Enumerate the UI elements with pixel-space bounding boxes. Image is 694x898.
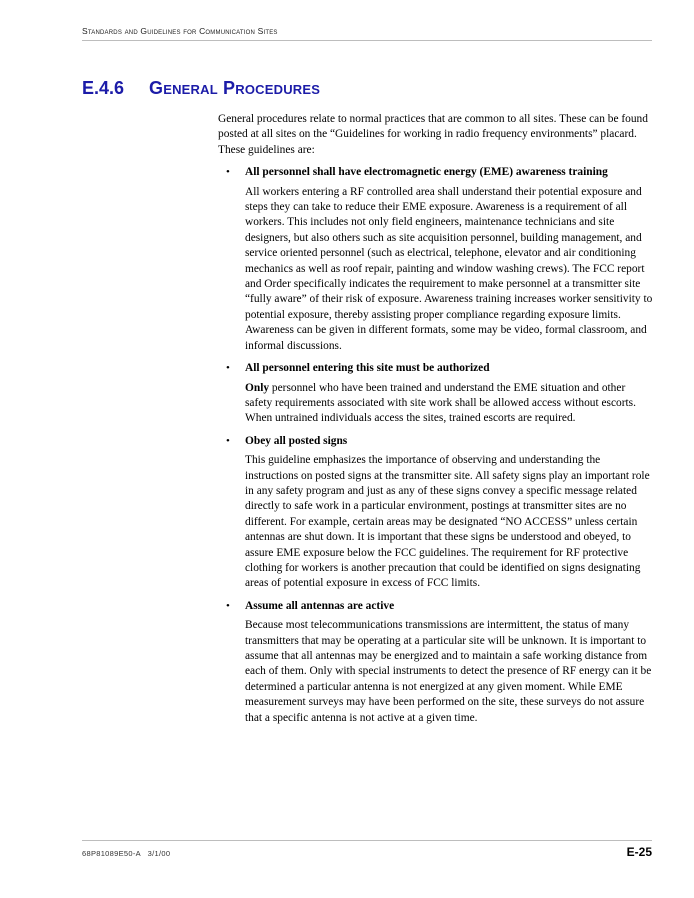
running-header — [82, 26, 278, 36]
item-lead: Only — [245, 381, 270, 394]
item-text-container — [245, 381, 654, 427]
body-text — [218, 112, 654, 733]
footer-rule — [82, 840, 652, 841]
list-item — [218, 165, 654, 354]
intro-paragraph: General procedures relate to normal practices that are common to all sites. These can be found posted at all sites on the “Guidelines for working in radio frequency environments” placard. These guidelines are: — [218, 113, 648, 156]
header-rule — [82, 40, 652, 41]
bullet-icon: • — [226, 166, 230, 179]
item-text: This guideline emphasizes the importance of observing and understanding the instructions on posted signs at the transmitter site. All safety signs play an important role in any safety program and just as any of these signs convey a specific message related directly to safe work in a particular environment, postings at transmitter sites are no different. For example, certain areas may be designated “NO ACCESS” unless certain antennas are shut down. It is important that these signs be understood and obeyed, to assure EME exposure below the FCC guidelines. The requirement for RF protective clothing for workers is another precaution that could be identified on signs designating areas of potential exposure in excess of FCC limits. — [245, 454, 650, 590]
item-heading: All personnel entering this site must be authorized — [245, 362, 490, 375]
list-item — [218, 361, 654, 427]
item-text: Because most telecommunications transmissions are intermittent, the status of many transmitters that may be operating at a particular site will be unknown. It is important to assume that all antennas may be energized and to maintain a safe working distance from each of them. Only with special instruments to detect the presence of RF energy can it be determined a particular antenna is not energized at any given moment. While EME measurement surveys may have been performed on the site, these surveys do not assure that a specific antenna is not active at a given time. — [245, 619, 652, 724]
list-item — [218, 434, 654, 592]
running-header-title: Standards and Guidelines for Communication Sites — [82, 26, 278, 36]
item-heading: Obey all posted signs — [245, 434, 348, 447]
bullet-icon: • — [226, 434, 230, 447]
list-item — [218, 599, 654, 726]
bullet-icon: • — [226, 362, 230, 375]
footer-doc-id: 68P81089E50-A 3/1/00 — [82, 849, 171, 858]
item-heading: Assume all antennas are active — [245, 599, 395, 612]
section-heading — [82, 78, 320, 99]
section-number: E.4.6 — [82, 78, 125, 98]
section-title: General Procedures — [149, 78, 321, 98]
page-number: E-25 — [626, 845, 652, 859]
item-text: All workers entering a RF controlled area shall understand their potential exposure and steps they can take to reduce their EME exposure. Awareness is a requirement of all workers. This includes not only field engineers, maintenance technicians and site designers, but also others such as site acquisition personnel, building management, and service oriented personnel (such as electrical, telephone, elevator and air conditioning mechanics as well as roof repair, painting and window washing crews). The FCC report and Order specifically indicates the requirement to make personnel at a transmitter site “fully aware” of their risk of exposure. Awareness training increases worker sensitivity to potential exposure, thereby assisting proper compliance regarding exposure limits. Awareness can be given in different formats, some may be video, formal classroom, and informal discussions. — [245, 185, 653, 352]
item-text: personnel who have been trained and understand the EME situation and other safety requirements associated with site work shall be allowed access without escorts. When untrained individuals access the sites, trained escorts are required. — [245, 381, 636, 425]
bullet-icon: • — [226, 599, 230, 612]
item-heading: All personnel shall have electromagnetic energy (EME) awareness training — [245, 166, 608, 179]
